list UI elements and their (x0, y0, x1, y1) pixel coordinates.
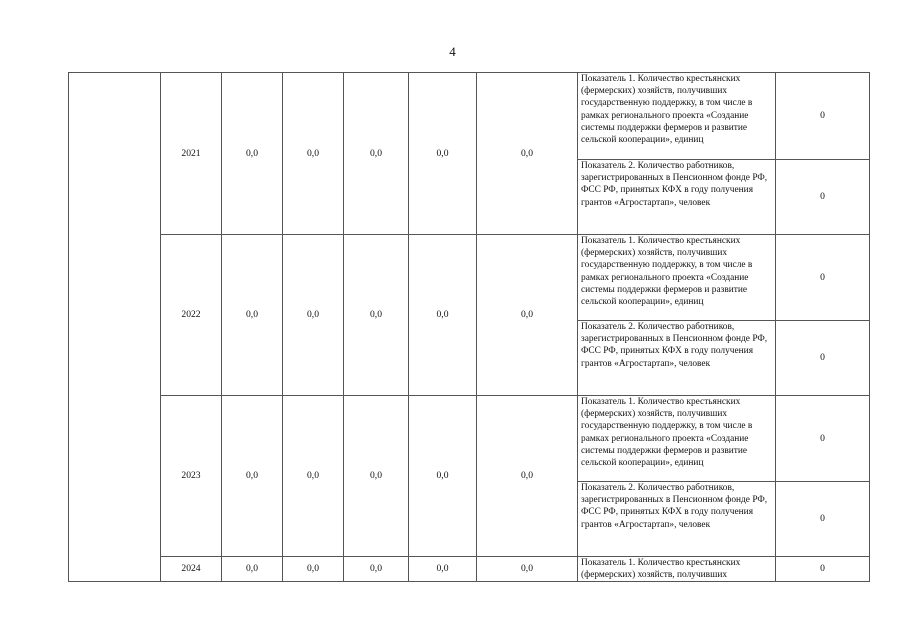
value-cell: 0,0 (409, 557, 477, 582)
value-cell: 0,0 (344, 73, 409, 235)
value-cell: 0,0 (222, 396, 283, 557)
indicator-value: 0 (776, 482, 870, 557)
value-cell: 0,0 (283, 557, 344, 582)
indicator-1-text-partial: Показатель 1. Количество крестьянских (фермерских) хозяйств, получивших (578, 557, 776, 582)
year-cell: 2021 (161, 73, 222, 235)
indicator-2-text: Показатель 2. Количество работников, зарегистрированных в Пенсионном фонде РФ, ФСС РФ, принятых КФХ в году получения грантов «Агростартап», человек (578, 321, 776, 396)
value-cell: 0,0 (222, 73, 283, 235)
value-cell: 0,0 (283, 235, 344, 396)
indicator-value: 0 (776, 235, 870, 321)
table-row (69, 396, 870, 482)
year-cell: 2022 (161, 235, 222, 396)
indicator-value: 0 (776, 160, 870, 235)
table-row (69, 557, 870, 582)
table-row (69, 235, 870, 321)
value-cell: 0,0 (477, 557, 578, 582)
page-number: 4 (449, 44, 456, 59)
year-cell: 2023 (161, 396, 222, 557)
value-cell: 0,0 (409, 235, 477, 396)
value-cell: 0,0 (409, 396, 477, 557)
indicator-value: 0 (776, 557, 870, 582)
indicator-value: 0 (776, 396, 870, 482)
indicator-value: 0 (776, 321, 870, 396)
program-table (68, 72, 870, 582)
value-cell: 0,0 (344, 396, 409, 557)
indicator-2-text: Показатель 2. Количество работников, зарегистрированных в Пенсионном фонде РФ, ФСС РФ, принятых КФХ в году получения грантов «Агростартап», человек (578, 482, 776, 557)
indicator-1-text: Показатель 1. Количество крестьянских (фермерских) хозяйств, получивших государственную поддержку, в том числе в рамках регионального проекта «Создание системы поддержки фермеров и развитие сельской кооперации», единиц (578, 396, 776, 482)
value-cell: 0,0 (222, 235, 283, 396)
value-cell: 0,0 (477, 396, 578, 557)
table-row (69, 73, 870, 160)
value-cell: 0,0 (344, 557, 409, 582)
year-cell: 2024 (161, 557, 222, 582)
value-cell: 0,0 (222, 557, 283, 582)
indicator-2-text: Показатель 2. Количество работников, зарегистрированных в Пенсионном фонде РФ, ФСС РФ, принятых КФХ в году получения грантов «Агростартап», человек (578, 160, 776, 235)
value-cell: 0,0 (283, 396, 344, 557)
value-cell: 0,0 (477, 235, 578, 396)
value-cell: 0,0 (283, 73, 344, 235)
indicator-value: 0 (776, 73, 870, 160)
merged-blank-cell (69, 73, 161, 582)
value-cell: 0,0 (409, 73, 477, 235)
indicator-1-text: Показатель 1. Количество крестьянских (фермерских) хозяйств, получивших государственную поддержку, в том числе в рамках регионального проекта «Создание системы поддержки фермеров и развитие сельской кооперации», единиц (578, 235, 776, 321)
value-cell: 0,0 (344, 235, 409, 396)
value-cell: 0,0 (477, 73, 578, 235)
indicator-1-text: Показатель 1. Количество крестьянских (фермерских) хозяйств, получивших государственную поддержку, в том числе в рамках регионального проекта «Создание системы поддержки фермеров и развитие сельской кооперации», единиц (578, 73, 776, 160)
